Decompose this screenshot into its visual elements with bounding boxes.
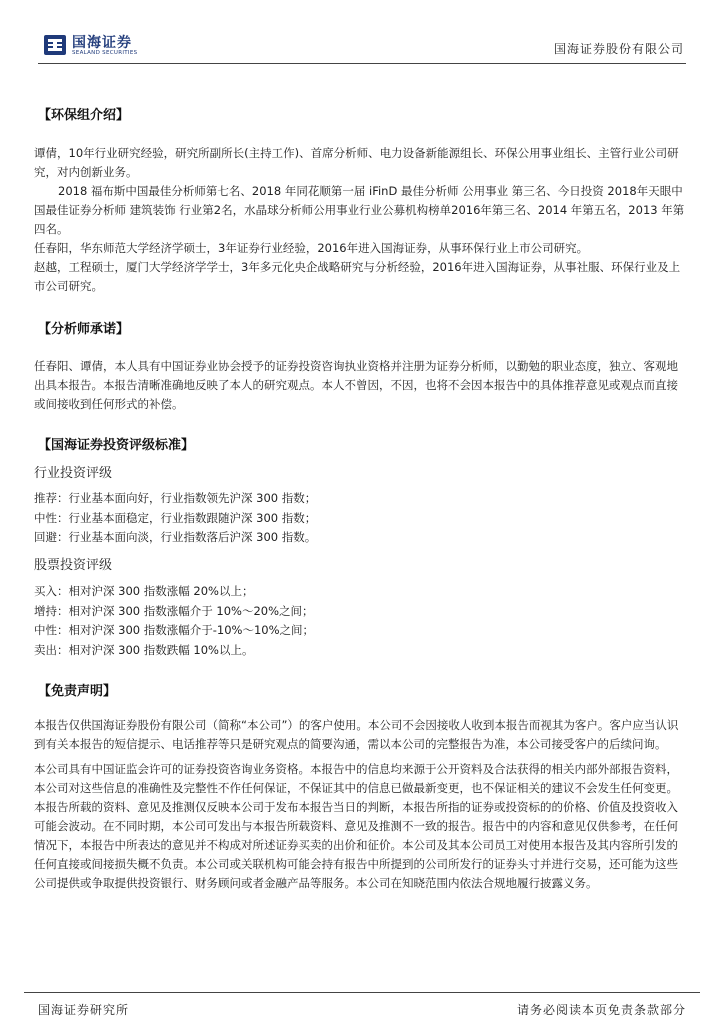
footer-institute: 国海证券研究所 — [38, 1003, 130, 1017]
rating-standard-title: 【国海证券投资评级标准】 — [38, 438, 195, 453]
footer-divider — [24, 992, 700, 993]
header-divider — [38, 63, 686, 64]
company-name: 国海证券股份有限公司 — [553, 42, 684, 56]
disclaimer-body — [34, 716, 686, 893]
team-intro-body — [34, 144, 686, 296]
list-item: 中性：相对沪深 300 指数涨幅介于-10%～10%之间； — [34, 623, 315, 637]
team-intro-paragraph: 赵越，工程硕士，厦门大学经济学学士，3年多元化央企战略研究与分析经验，2016年进入国海证券，从事社服、环保行业及上市公司研究。 — [34, 260, 681, 293]
stock-rating-heading: 股票投资评级 — [34, 558, 113, 573]
analyst-commitment-body — [34, 357, 686, 414]
industry-rating-heading: 行业投资评级 — [34, 466, 113, 481]
disclaimer-title: 【免责声明】 — [38, 684, 117, 699]
footer-disclaimer-note: 请务必阅读本页免责条款部分 — [516, 1003, 686, 1017]
analyst-commitment-text: 任春阳、谭倩，本人具有中国证券业协会授予的证券投资咨询执业资格并注册为证券分析师，以勤勉的职业态度，独立、客观地出具本报告。本报告清晰准确地反映了本人的研究观点。本人不曾因，不因，也将不会因本报告中的具体推荐意见或观点而直接或间接收到任何形式的补偿。 — [34, 359, 678, 411]
list-item: 中性：行业基本面稳定，行业指数跟随沪深 300 指数； — [34, 510, 317, 525]
disclaimer-paragraph: 本报告仅供国海证券股份有限公司（简称“本公司”）的客户使用。本公司不会因接收人收到本报告而视其为客户。客户应当认识到有关本报告的短信提示、电话推荐等只是研究观点的简要沟通，需以本公司的完整报告为准，本公司接受客户的后续问询。 — [34, 718, 679, 751]
list-item: 卖出：相对沪深 300 指数跌幅 10%以上。 — [34, 642, 254, 657]
list-item: 买入：相对沪深 300 指数涨幅 20%以上； — [34, 584, 254, 598]
stock-rating-list — [34, 582, 314, 660]
sealand-logo — [42, 32, 142, 62]
team-intro-title: 【环保组介绍】 — [38, 108, 130, 123]
list-item: 回避：行业基本面向淡，行业指数落后沪深 300 指数。 — [34, 530, 317, 544]
page-header — [38, 30, 686, 64]
team-intro-paragraph: 2018 福布斯中国最佳分析师第七名、2018 年同花顺第一届 iFinD 最佳分析师 公用事业 第三名、今日投资 2018年天眼中国最佳证券分析师 建筑装饰 行业第2名，水晶球分析师公用事业行业公募机构榜单2016年第三名、2014 年第五名，2013 年第四名。 — [34, 184, 685, 236]
analyst-commitment-title: 【分析师承诺】 — [38, 322, 130, 337]
sealand-logo-icon — [42, 32, 68, 58]
logo-english-name: SEALAND SECURITIES — [72, 50, 138, 56]
industry-rating-list — [34, 489, 316, 548]
disclaimer-paragraph: 本公司具有中国证监会许可的证券投资咨询业务资格。本报告中的信息均来源于公开资料及合法获得的相关内部外部报告资料，本公司对这些信息的准确性及完整性不作任何保证，不保证其中的信息已做最新变更，也不保证相关的建议不会发生任何变更。本报告所载的资料、意见及推测仅反映本公司于发布本报告当日的判断，本报告所指的证券或投资标的的价格、价值及投资收入可能会波动。在不同时期，本公司可发出与本报告所载资料、意见及推测不一致的报告。报告中的内容和意见仅供参考，在任何情况下，本报告中所表达的意见并不构成对所述证券买卖的出价和征价。本公司及其本公司员工对使用本报告及其内容所引发的任何直接或间接损失概不负责。本公司或关联机构可能会持有报告中所提到的公司所发行的证券头寸并进行交易，还可能为这些公司提供或争取提供投资银行、财务顾问或者金融产品等服务。本公司在知晓范围内依法合规地履行披露义务。 — [34, 762, 678, 890]
team-intro-paragraph: 任春阳，华东师范大学经济学硕士，3年证券行业经验，2016年进入国海证券，从事环保行业上市公司研究。 — [34, 241, 589, 255]
team-intro-paragraph: 谭倩，10年行业研究经验，研究所副所长(主持工作)、首席分析师、电力设备新能源组长、环保公用事业组长、主管行业公司研究，对内创新业务。 — [34, 146, 679, 179]
list-item: 推荐：行业基本面向好，行业指数领先沪深 300 指数； — [34, 491, 317, 505]
list-item: 增持：相对沪深 300 指数涨幅介于 10%～20%之间； — [34, 603, 314, 618]
logo-chinese-name: 国海证券 — [72, 35, 132, 51]
